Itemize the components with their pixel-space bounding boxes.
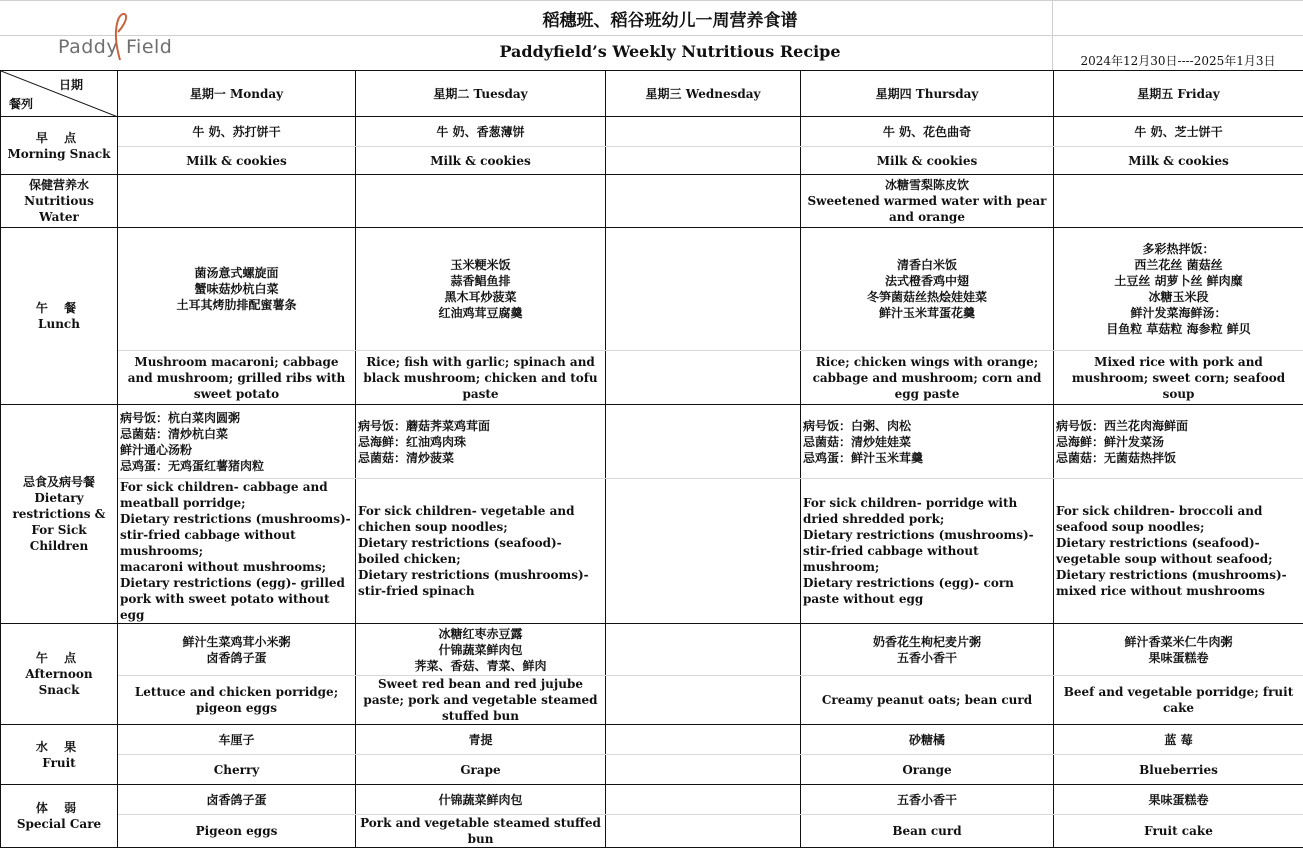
meal-label-en: Afternoon Snack [25, 667, 92, 697]
date-range: 2024年12月30日----2025年1月3日 [1058, 52, 1298, 69]
cell-cn: 鲜汁生菜鸡茸小米粥 卤香鸽子蛋 [118, 624, 356, 676]
day-header-row [1, 71, 1303, 117]
meal-label-cn: 保健营养水 [3, 177, 115, 193]
cell-cn [606, 624, 801, 676]
dietary-row [1, 405, 1303, 479]
cell-cn [606, 117, 801, 147]
meal-label-dietary [1, 405, 118, 624]
cell-en [606, 676, 801, 725]
cell-en [606, 351, 801, 405]
morning-snack-en-row [1, 147, 1303, 175]
cell-en: For sick children- broccoli and seafood soup noodles; Dietary restrictions (seafood)- vegetable soup without seafood; Dietary restrictions (mushrooms)- mixed rice without mushrooms [1054, 479, 1303, 624]
cell-en: Fruit cake [1054, 815, 1303, 848]
cell-en: Creamy peanut oats; bean curd [801, 676, 1054, 725]
cell-en [606, 815, 801, 848]
grid-line [0, 0, 1303, 1]
cell-en: Sweet red bean and red jujube paste; pork and vegetable steamed stuffed bun [356, 676, 606, 725]
meal-label-en: Fruit [42, 756, 75, 770]
cell-cn: 牛 奶、花色曲奇 [801, 117, 1054, 147]
dietary-en-row [1, 479, 1303, 624]
cell-cn: 冰糖红枣赤豆露 什锦蔬菜鲜肉包 荠菜、香菇、青菜、鲜肉 [356, 624, 606, 676]
meal-label-en: Nutritious Water [24, 194, 94, 224]
cell-en: Milk & cookies [118, 147, 356, 175]
afternoon-snack-row [1, 624, 1303, 676]
meal-label-fruit [1, 725, 118, 785]
cell-en: Orange [801, 755, 1054, 785]
cell-cn: 奶香花生枸杞麦片粥 五香小香干 [801, 624, 1054, 676]
cell: 冰糖雪梨陈皮饮 Sweetened warmed water with pear and orange [801, 175, 1054, 228]
nutritious-water-row [1, 175, 1303, 228]
lunch-row [1, 228, 1303, 351]
grid-line [0, 35, 1303, 36]
cell-en: Rice; fish with garlic; spinach and black mushroom; chicken and tofu paste [356, 351, 606, 405]
cell-cn: 蓝 莓 [1054, 725, 1303, 755]
meal-label-nutritious-water [1, 175, 118, 228]
cell-en: Lettuce and chicken porridge; pigeon eggs [118, 676, 356, 725]
paddy-field-logo [44, 10, 184, 66]
cell-cn: 清香白米饭 法式橙香鸡中翅 冬笋菌菇丝热烩娃娃菜 鲜汁玉米茸蛋花羹 [801, 228, 1054, 351]
cell-cn [606, 228, 801, 351]
cell-en: For sick children- vegetable and chichen soup noodles; Dietary restrictions (seafood)- boiled chicken; Dietary restrictions (mushrooms)- stir-fried spinach [356, 479, 606, 624]
cell-cn: 青提 [356, 725, 606, 755]
meal-label-special-care [1, 785, 118, 848]
day-header-tuesday: 星期二 Tuesday [356, 71, 606, 117]
meal-label-cn: 水 果 [3, 739, 115, 755]
meal-label-cn: 午 餐 [3, 300, 115, 316]
cell [118, 175, 356, 228]
meal-label-en: Lunch [38, 317, 80, 331]
day-header-wednesday: 星期三 Wednesday [606, 71, 801, 117]
page-header [0, 0, 1303, 70]
cell-cn: 砂糖橘 [801, 725, 1054, 755]
special-care-row [1, 785, 1303, 815]
logo-stalk-icon [110, 10, 130, 62]
cell [606, 175, 801, 228]
cell-cn: 病号饭：蘑菇荠菜鸡茸面 忌海鲜：红油鸡肉珠 忌菌菇：清炒菠菜 [356, 405, 606, 479]
cell-en [606, 147, 801, 175]
corner-meal-label: 餐列 [9, 96, 33, 112]
cell-cn: 病号饭：西兰花肉海鲜面 忌海鲜：鲜汁发菜汤 忌菌菇：无菌菇热拌饭 [1054, 405, 1303, 479]
corner-cell [1, 71, 118, 117]
day-header-thursday: 星期四 Thursday [801, 71, 1054, 117]
logo-word-2: Field [126, 36, 172, 58]
cell-en: Beef and vegetable porridge; fruit cake [1054, 676, 1303, 725]
weekly-menu-table [0, 70, 1303, 848]
cell-en [606, 479, 801, 624]
cell-en: Pigeon eggs [118, 815, 356, 848]
cell-cn: 牛 奶、芝士饼干 [1054, 117, 1303, 147]
cell [356, 175, 606, 228]
cell-cn: 果味蛋糕卷 [1054, 785, 1303, 815]
cell-cn: 病号饭：杭白菜肉圆粥 忌菌菇：清炒杭白菜 鲜汁通心汤粉 忌鸡蛋：无鸡蛋红薯猪肉粒 [118, 405, 356, 479]
cell-cn: 病号饭：白粥、肉松 忌菌菇：清炒娃娃菜 忌鸡蛋：鲜汁玉米茸羹 [801, 405, 1054, 479]
meal-label-lunch [1, 228, 118, 405]
cell-en: Cherry [118, 755, 356, 785]
lunch-en-row [1, 351, 1303, 405]
meal-label-en: Dietary restrictions & For Sick Children [12, 491, 105, 553]
cell-en: Milk & cookies [801, 147, 1054, 175]
meal-label-afternoon-snack [1, 624, 118, 725]
afternoon-snack-en-row [1, 676, 1303, 725]
fruit-en-row [1, 755, 1303, 785]
meal-label-morning-snack [1, 117, 118, 175]
cell-cn: 卤香鸽子蛋 [118, 785, 356, 815]
meal-label-en: Special Care [17, 817, 101, 831]
cell-en: Milk & cookies [1054, 147, 1303, 175]
cell-cn [606, 405, 801, 479]
cell-cn: 车厘子 [118, 725, 356, 755]
meal-label-cn: 早 点 [3, 130, 115, 146]
cell-en: Blueberries [1054, 755, 1303, 785]
title-english: Paddyfield’s Weekly Nutritious Recipe [370, 42, 970, 61]
cell-cn: 牛 奶、香葱薄饼 [356, 117, 606, 147]
cell-en: Milk & cookies [356, 147, 606, 175]
cell-cn: 五香小香干 [801, 785, 1054, 815]
cell-en: Bean curd [801, 815, 1054, 848]
cell-en [606, 755, 801, 785]
meal-label-cn: 体 弱 [3, 800, 115, 816]
cell-en: Mixed rice with pork and mushroom; sweet corn; seafood soup [1054, 351, 1303, 405]
grid-line [1052, 0, 1053, 70]
day-header-monday: 星期一 Monday [118, 71, 356, 117]
cell-cn: 什锦蔬菜鲜肉包 [356, 785, 606, 815]
cell-cn: 多彩热拌饭： 西兰花丝 菌菇丝 土豆丝 胡萝卜丝 鲜肉糜 冰糖玉米段 鲜汁发菜海鲜汤： 目鱼粒 草菇粒 海参粒 鲜贝 [1054, 228, 1303, 351]
cell-cn: 玉米粳米饭 蒜香鲳鱼排 黑木耳炒菠菜 红油鸡茸豆腐羹 [356, 228, 606, 351]
meal-label-cn: 忌食及病号餐 [3, 474, 115, 490]
cell-cn: 菌汤意式螺旋面 蟹味菇炒杭白菜 土耳其烤肋排配蜜薯条 [118, 228, 356, 351]
corner-date-label: 日期 [59, 77, 83, 93]
cell-en: Mushroom macaroni; cabbage and mushroom; grilled ribs with sweet potato [118, 351, 356, 405]
cell-en: For sick children- porridge with dried shredded pork; Dietary restrictions (mushrooms)- stir-fried cabbage without mushroom; Dietary restrictions (egg)- corn paste without egg [801, 479, 1054, 624]
cell [1054, 175, 1303, 228]
meal-label-cn: 午 点 [3, 650, 115, 666]
cell-en: Pork and vegetable steamed stuffed bun [356, 815, 606, 848]
cell-cn [606, 785, 801, 815]
cell-cn: 牛 奶、苏打饼干 [118, 117, 356, 147]
special-care-en-row [1, 815, 1303, 848]
day-header-friday: 星期五 Friday [1054, 71, 1303, 117]
cell-en: Grape [356, 755, 606, 785]
title-chinese: 稻穗班、稻谷班幼儿一周营养食谱 [370, 6, 970, 31]
morning-snack-row [1, 117, 1303, 147]
cell-cn: 鲜汁香菜米仁牛肉粥 果味蛋糕卷 [1054, 624, 1303, 676]
fruit-row [1, 725, 1303, 755]
cell-cn [606, 725, 801, 755]
logo-word-1: Paddy [58, 36, 118, 58]
cell-en: For sick children- cabbage and meatball porridge; Dietary restrictions (mushrooms)- stir-fried cabbage without mushrooms; macaroni without mushrooms; Dietary restrictions (egg)- grilled pork with sweet potato without egg [118, 479, 356, 624]
cell-en: Rice; chicken wings with orange; cabbage and mushroom; corn and egg paste [801, 351, 1054, 405]
meal-label-en: Morning Snack [8, 147, 111, 161]
